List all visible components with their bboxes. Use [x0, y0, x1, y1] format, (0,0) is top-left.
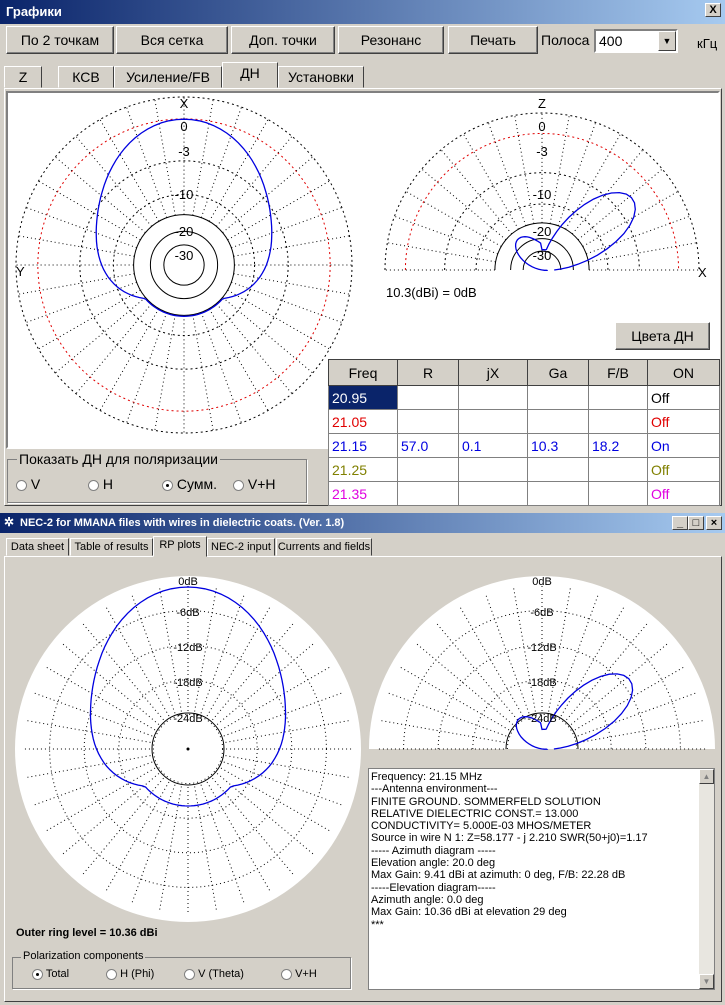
ga-cell[interactable] [528, 482, 589, 506]
grid-spoke [100, 309, 159, 411]
col-ga[interactable]: Ga [528, 360, 589, 386]
fb-cell[interactable] [589, 386, 648, 410]
minimize-button[interactable]: _ [672, 516, 688, 530]
gain-reference: 10.3(dBi) = 0dB [386, 285, 477, 300]
grid-spoke [76, 136, 152, 226]
grid-spoke [39, 181, 141, 240]
tab-nec2-input[interactable]: NEC-2 input [207, 538, 275, 556]
nec2-az-ring-label: -12dB [173, 642, 203, 654]
grid-spoke [155, 315, 175, 431]
grid-spoke [155, 100, 175, 216]
grid-ring [113, 194, 254, 335]
radio-vh[interactable] [233, 476, 276, 492]
grid-spoke [216, 136, 292, 226]
grid-spoke [566, 134, 621, 229]
elevation-right-label: X [698, 265, 707, 280]
freq-cell[interactable]: 21.35 [329, 482, 398, 506]
grid-spoke [422, 169, 506, 240]
pattern-colors-button[interactable]: Цвета ДН [615, 322, 710, 350]
grid-spoke [127, 312, 167, 423]
grid-spoke [39, 290, 141, 349]
graphs-titlebar [0, 0, 725, 24]
grid-spoke [55, 297, 145, 373]
nec2-polarization-title: Polarization components [23, 950, 144, 962]
grid-spoke [515, 115, 534, 223]
r-cell[interactable] [398, 482, 459, 506]
info-line: Max Gain: 9.41 dBi at azimuth: 0 deg, F/B: 22.28 dB [371, 869, 626, 882]
info-line: Source in wire N 1: Z=58.177 - j 2.210 SWR(50+j0)=1.17 [371, 832, 648, 845]
on-cell[interactable]: Off [648, 386, 720, 410]
grid-spoke [406, 192, 501, 247]
extra-points-button[interactable]: Доп. точки [231, 26, 335, 54]
radio-v-label: V [30, 476, 41, 492]
elevation-ring-label: -30 [532, 248, 552, 263]
fb-cell[interactable] [589, 410, 648, 434]
azimuth-ring-label: 0 [180, 119, 188, 134]
col-fb[interactable]: F/B [589, 360, 648, 386]
ga-cell[interactable]: 10.3 [528, 434, 589, 458]
col-on[interactable]: ON [648, 360, 720, 386]
info-line: CONDUCTIVITY= 5.000E-03 MHOS/METER [371, 820, 592, 833]
band-unit: кГц [697, 36, 718, 51]
col-freq[interactable]: Freq [329, 360, 398, 386]
grid-spoke [387, 243, 495, 262]
info-line: RELATIVE DIELECTRIC CONST.= 13.000 [371, 807, 579, 820]
radio-v-theta-label: V (Theta) [198, 968, 244, 980]
grid-spoke [586, 216, 689, 254]
polarization-title: Показать ДН для поляризации [19, 451, 218, 467]
grid-spoke [550, 115, 569, 223]
nec2-el-ring-label: -18dB [527, 677, 557, 689]
fb-cell[interactable] [589, 482, 648, 506]
radio-sum-circle[interactable] [162, 480, 173, 491]
info-line: Frequency: 21.15 MHz [371, 771, 483, 783]
jx-cell[interactable] [459, 386, 528, 410]
azimuth-left-label: Y [16, 264, 25, 279]
maximize-button[interactable]: □ [688, 516, 704, 530]
grid-spoke [441, 150, 512, 234]
band-label: Полоса [541, 32, 590, 48]
grid-spoke [578, 169, 662, 240]
elevation-pattern-plot [372, 93, 712, 283]
nec2-el-ring-label: -12dB [527, 642, 557, 654]
azimuth-ring-label: -20 [174, 224, 194, 239]
results-textbox[interactable] [368, 768, 715, 990]
elevation-ring-label: -10 [532, 187, 552, 202]
radio-vh-label: V+H [247, 476, 276, 492]
nec2-elevation-plot [369, 575, 715, 750]
freq-cell[interactable]: 20.95 [329, 386, 398, 410]
radio-v-theta-circle[interactable] [184, 969, 195, 980]
fb-cell[interactable] [589, 458, 648, 482]
full-grid-button[interactable]: Вся сетка [116, 26, 228, 54]
grid-spoke [228, 181, 330, 240]
table-row[interactable] [329, 386, 720, 410]
grid-spoke [223, 157, 313, 233]
nec2-el-ring-label: -24dB [527, 713, 557, 725]
nec2-el-ring-label: -6dB [530, 607, 554, 619]
table-row[interactable] [329, 410, 720, 434]
nec2-az-ring-label: 0dB [178, 576, 198, 588]
r-cell[interactable] [398, 386, 459, 410]
elevation-ring-label: -3 [536, 144, 548, 159]
radio-v[interactable] [16, 476, 40, 492]
grid-spoke [209, 309, 268, 411]
radio-sum-label: Сумм. [176, 476, 217, 492]
frequency-table [328, 359, 720, 506]
ga-cell[interactable] [528, 458, 589, 482]
info-line: Azimuth angle: 0.0 deg [371, 893, 484, 906]
nec2-el-ring-label: 0dB [532, 576, 552, 588]
grid-ring [150, 231, 217, 298]
grid-spoke [223, 297, 313, 373]
info-line: *** [371, 918, 384, 931]
radio-h-phi[interactable] [106, 968, 154, 980]
jx-cell[interactable] [459, 482, 528, 506]
grid-spoke [193, 315, 213, 431]
band-select-value: 400 [599, 33, 623, 49]
tab-table-of-results[interactable]: Table of results [70, 538, 153, 556]
col-r[interactable]: R [398, 360, 459, 386]
freq-cell[interactable]: 21.05 [329, 410, 398, 434]
grid-spoke [100, 120, 159, 222]
freq-cell[interactable]: 21.15 [329, 434, 398, 458]
tab-currents-and-fields[interactable]: Currents and fields [276, 538, 372, 556]
radio-v-theta[interactable] [184, 968, 244, 980]
jx-cell[interactable] [459, 410, 528, 434]
tab-settings[interactable]: Установки [278, 66, 364, 88]
grid-ring [38, 119, 330, 411]
scroll-down-icon[interactable]: ▼ [699, 974, 714, 989]
graphs-title: Графики [6, 4, 62, 19]
vertical-scrollbar[interactable] [699, 769, 714, 989]
r-cell[interactable] [398, 458, 459, 482]
tab-gain-fb[interactable]: Усиление/FB [114, 66, 222, 88]
info-line: Elevation angle: 20.0 deg [371, 857, 496, 870]
elevation-top-label: Z [538, 96, 546, 111]
on-cell[interactable]: On [648, 434, 720, 458]
center-dot [187, 748, 190, 751]
radio-h-circle[interactable] [88, 480, 99, 491]
azimuth-top-label: X [179, 96, 189, 111]
info-line: -----Elevation diagram----- [371, 881, 496, 894]
close-button[interactable]: X [705, 3, 721, 17]
nec2-close-button[interactable]: × [706, 516, 722, 530]
print-button[interactable]: Печать [448, 26, 538, 54]
table-row[interactable] [329, 458, 720, 482]
jx-cell[interactable]: 0.1 [459, 434, 528, 458]
nec2-azimuth-plot [14, 575, 364, 925]
nec2-az-ring-label: -24dB [173, 713, 203, 725]
grid-spoke [76, 304, 152, 394]
grid-spoke [216, 304, 292, 394]
grid-spoke [234, 236, 350, 256]
grid-spoke [588, 243, 696, 262]
grid-spoke [19, 274, 135, 294]
app-icon: ✲ [4, 515, 15, 529]
elevation-ring-label: -20 [532, 224, 552, 239]
radio-vh-circle[interactable] [233, 480, 244, 491]
fb-cell[interactable]: 18.2 [589, 434, 648, 458]
grid-spoke [228, 290, 330, 349]
grid-spoke [583, 192, 678, 247]
tab-data-sheet[interactable]: Data sheet [6, 538, 69, 556]
radio-total-label: Total [45, 968, 70, 980]
grid-spoke [234, 274, 350, 294]
tab-pattern[interactable]: ДН [222, 62, 278, 88]
azimuth-ring-label: -10 [174, 187, 194, 202]
col-jx[interactable]: jX [459, 360, 528, 386]
info-line: ---Antenna environment--- [371, 783, 498, 796]
resonance-button[interactable]: Резонанс [338, 26, 444, 54]
r-cell[interactable] [398, 410, 459, 434]
info-line: ----- Azimuth diagram ----- [371, 844, 496, 857]
radio-v-plus-h[interactable] [281, 968, 317, 980]
radio-v-plus-h-label: V+H [295, 968, 317, 980]
azimuth-ring-label: -3 [178, 144, 190, 159]
on-cell[interactable]: Off [648, 482, 720, 506]
jx-cell[interactable] [459, 458, 528, 482]
r-cell[interactable]: 57.0 [398, 434, 459, 458]
nec2-titlebar [0, 513, 725, 533]
freq-cell[interactable]: 21.25 [329, 458, 398, 482]
chevron-down-icon[interactable]: ▼ [658, 31, 676, 51]
nec2-az-ring-label: -18dB [173, 677, 203, 689]
radio-h-label: H [102, 476, 114, 492]
grid-spoke [464, 134, 519, 229]
radio-total-circle[interactable] [32, 969, 43, 980]
radio-v-plus-h-circle[interactable] [281, 969, 292, 980]
ga-cell[interactable] [528, 386, 589, 410]
info-line: FINITE GROUND. SOMMERFELD SOLUTION [371, 795, 601, 808]
info-line: Max Gain: 10.36 dBi at elevation 29 deg [371, 906, 567, 919]
grid-spoke [19, 236, 135, 256]
tab-swr[interactable]: КСВ [58, 66, 114, 88]
table-header-row [329, 360, 720, 386]
radio-h-phi-label: H (Phi) [120, 968, 155, 980]
grid-spoke [193, 100, 213, 216]
azimuth-ring-label: -30 [174, 248, 194, 263]
radio-total[interactable] [32, 968, 69, 980]
outer-ring-level: Outer ring level = 10.36 dBi [16, 927, 158, 939]
grid-spoke [55, 157, 145, 233]
radio-v-circle[interactable] [16, 480, 27, 491]
tab-rp-plots[interactable]: RP plots [153, 536, 207, 557]
radio-h-phi-circle[interactable] [106, 969, 117, 980]
grid-spoke [488, 122, 526, 225]
on-cell[interactable]: Off [648, 410, 720, 434]
two-points-button[interactable]: По 2 точкам [6, 26, 114, 54]
ga-cell[interactable] [528, 410, 589, 434]
grid-spoke [209, 120, 268, 222]
scroll-up-icon[interactable]: ▲ [699, 769, 714, 784]
table-row[interactable] [329, 434, 720, 458]
nec2-az-ring-label: -6dB [176, 607, 200, 619]
radio-sum[interactable] [162, 476, 217, 492]
on-cell[interactable]: Off [648, 458, 720, 482]
elevation-ring-label: 0 [538, 119, 546, 134]
tab-z[interactable]: Z [4, 66, 42, 88]
radio-h[interactable] [88, 476, 113, 492]
azimuth-pattern-plot [8, 93, 363, 447]
nec2-title: NEC-2 for MMANA files with wires in dielectric coats. (Ver. 1.8) [20, 517, 345, 529]
table-row[interactable] [329, 482, 720, 506]
band-select[interactable] [594, 29, 678, 53]
